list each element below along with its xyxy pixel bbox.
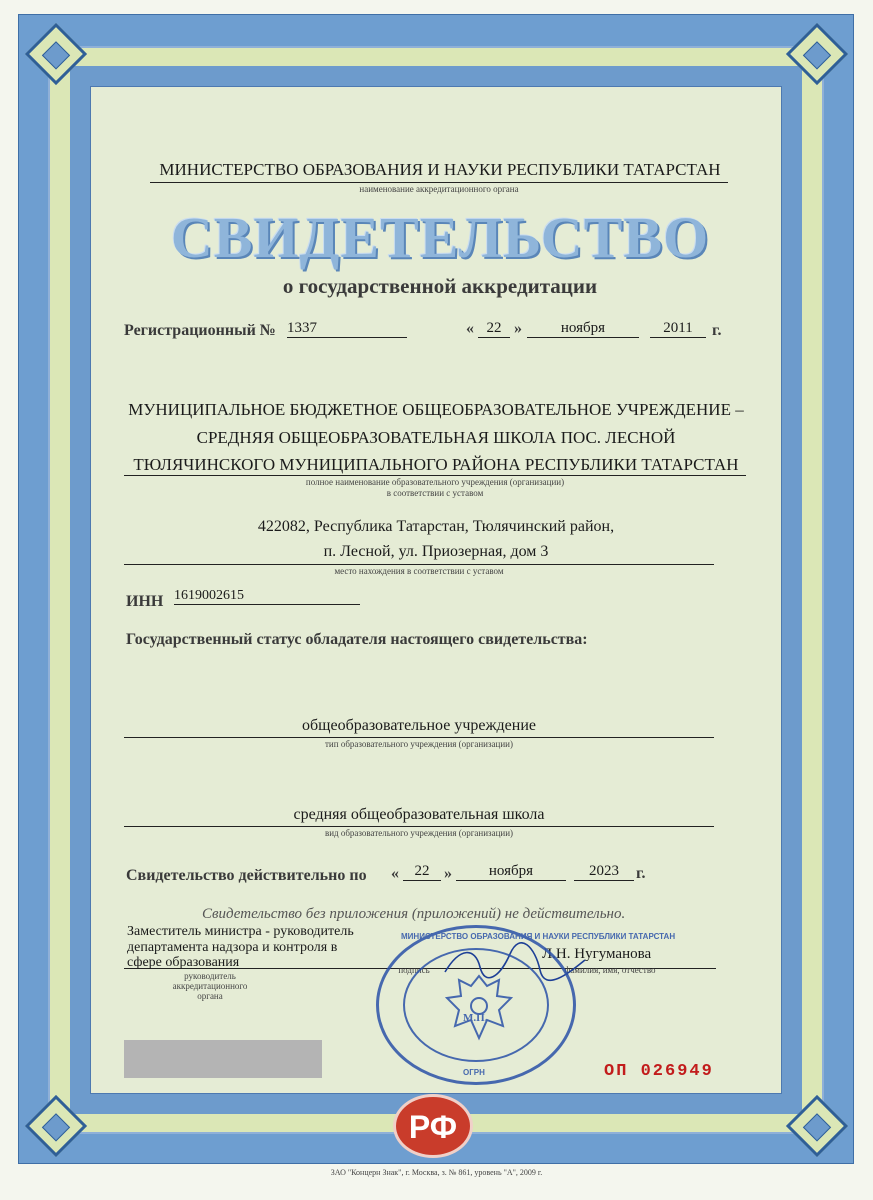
registration-year-suffix: г. (712, 322, 722, 339)
signatory-position-line-2: департамента надзора и контроля в (127, 940, 338, 955)
organization-line-3: ТЮЛЯЧИНСКОГО МУНИЦИПАЛЬНОГО РАЙОНА РЕСПУБЛИКИ ТАТАРСТАН (133, 455, 739, 474)
status-type-caption: тип образовательного учреждения (организации) (325, 739, 513, 749)
caption-head-1: руководитель (184, 971, 236, 981)
serial-number: ОП 026949 (604, 1062, 714, 1081)
validity-label: Свидетельство действительно по (126, 867, 367, 884)
organization-line-2: СРЕДНЯЯ ОБЩЕОБРАЗОВАТЕЛЬНАЯ ШКОЛА ПОС. ЛЕСНОЙ (196, 428, 676, 447)
status-kind-underline (124, 826, 714, 827)
registration-label: Регистрационный № (124, 322, 276, 339)
registration-month: ноября (527, 320, 639, 338)
caption-head-2: аккредитационного (172, 981, 248, 991)
validity-quote-open: « (391, 865, 399, 882)
seal-text-top: МИНИСТЕРСТВО ОБРАЗОВАНИЯ И НАУКИ РЕСПУБЛИКИ ТАТАРСТАН (401, 932, 676, 941)
validity-month: ноября (456, 863, 566, 881)
registration-number: 1337 (287, 320, 407, 338)
status-kind-value: средняя общеобразовательная школа (293, 806, 545, 823)
registration-quote-open: « (466, 320, 474, 337)
status-type-value: общеобразовательное учреждение (302, 717, 536, 734)
inn-label: ИНН (126, 593, 164, 610)
validity-day: 22 (403, 863, 441, 881)
redacted-area (124, 1040, 322, 1078)
authority-name: МИНИСТЕРСТВО ОБРАЗОВАНИЯ И НАУКИ РЕСПУБЛИКИ ТАТАРСТАН (159, 160, 721, 179)
validity-year-suffix: г. (636, 865, 646, 882)
signatory-position-line-1: Заместитель министра - руководитель (127, 924, 354, 939)
caption-signature: подпись (398, 965, 430, 975)
address-line-1: 422082, Республика Татарстан, Тюлячинский район, (257, 518, 615, 535)
coat-of-arms-icon (437, 970, 521, 1044)
authority-underline (150, 182, 728, 183)
caption-full-name: фамилия, имя, отчество (564, 965, 656, 975)
status-heading: Государственный статус обладателя настоящего свидетельства: (126, 631, 588, 648)
organization-underline (124, 475, 746, 476)
printer-imprint: ЗАО "Концерн Знак", г. Москва, з. № 861, уровень "А", 2009 г. (330, 1168, 543, 1177)
rf-emblem-logo (393, 1094, 473, 1158)
organization-caption-1: полное наименование образовательного учреждения (организации) (305, 477, 565, 487)
address-caption: место нахождения в соответствии с уставом (334, 566, 504, 576)
status-type-underline (124, 737, 714, 738)
registration-year: 2011 (650, 320, 706, 338)
validity-quote-close: » (444, 865, 452, 882)
document-title: СВИДЕТЕЛЬСТВО (170, 205, 710, 270)
validity-year: 2023 (574, 863, 634, 881)
seal-text-bottom: ОГРН (463, 1068, 485, 1077)
address-underline (124, 564, 714, 565)
authority-caption: наименование аккредитационного органа (359, 184, 519, 194)
signatory-position-line-3: сфере образования (127, 955, 240, 970)
document-subtitle: о государственной аккредитации (282, 274, 598, 298)
attachment-note: Свидетельство без приложения (приложений) не действительно. (202, 906, 626, 922)
inn-value: 1619002615 (174, 588, 360, 605)
address-line-2: п. Лесной, ул. Приозерная, дом 3 (323, 543, 549, 560)
registration-quote-close: » (514, 320, 522, 337)
registration-day: 22 (478, 320, 510, 338)
signatory-name: Л.Н. Нугуманова (542, 946, 652, 962)
organization-caption-2: в соответствии с уставом (386, 488, 484, 498)
caption-head-3: органа (197, 991, 223, 1001)
rf-logo-text: РФ (408, 1109, 458, 1145)
seal-mp-label: М.П. (463, 1012, 488, 1024)
organization-line-1: МУНИЦИПАЛЬНОЕ БЮДЖЕТНОЕ ОБЩЕОБРАЗОВАТЕЛЬНОЕ УЧРЕЖДЕНИЕ – (128, 400, 744, 419)
status-kind-caption: вид образовательного учреждения (организации) (324, 828, 514, 838)
